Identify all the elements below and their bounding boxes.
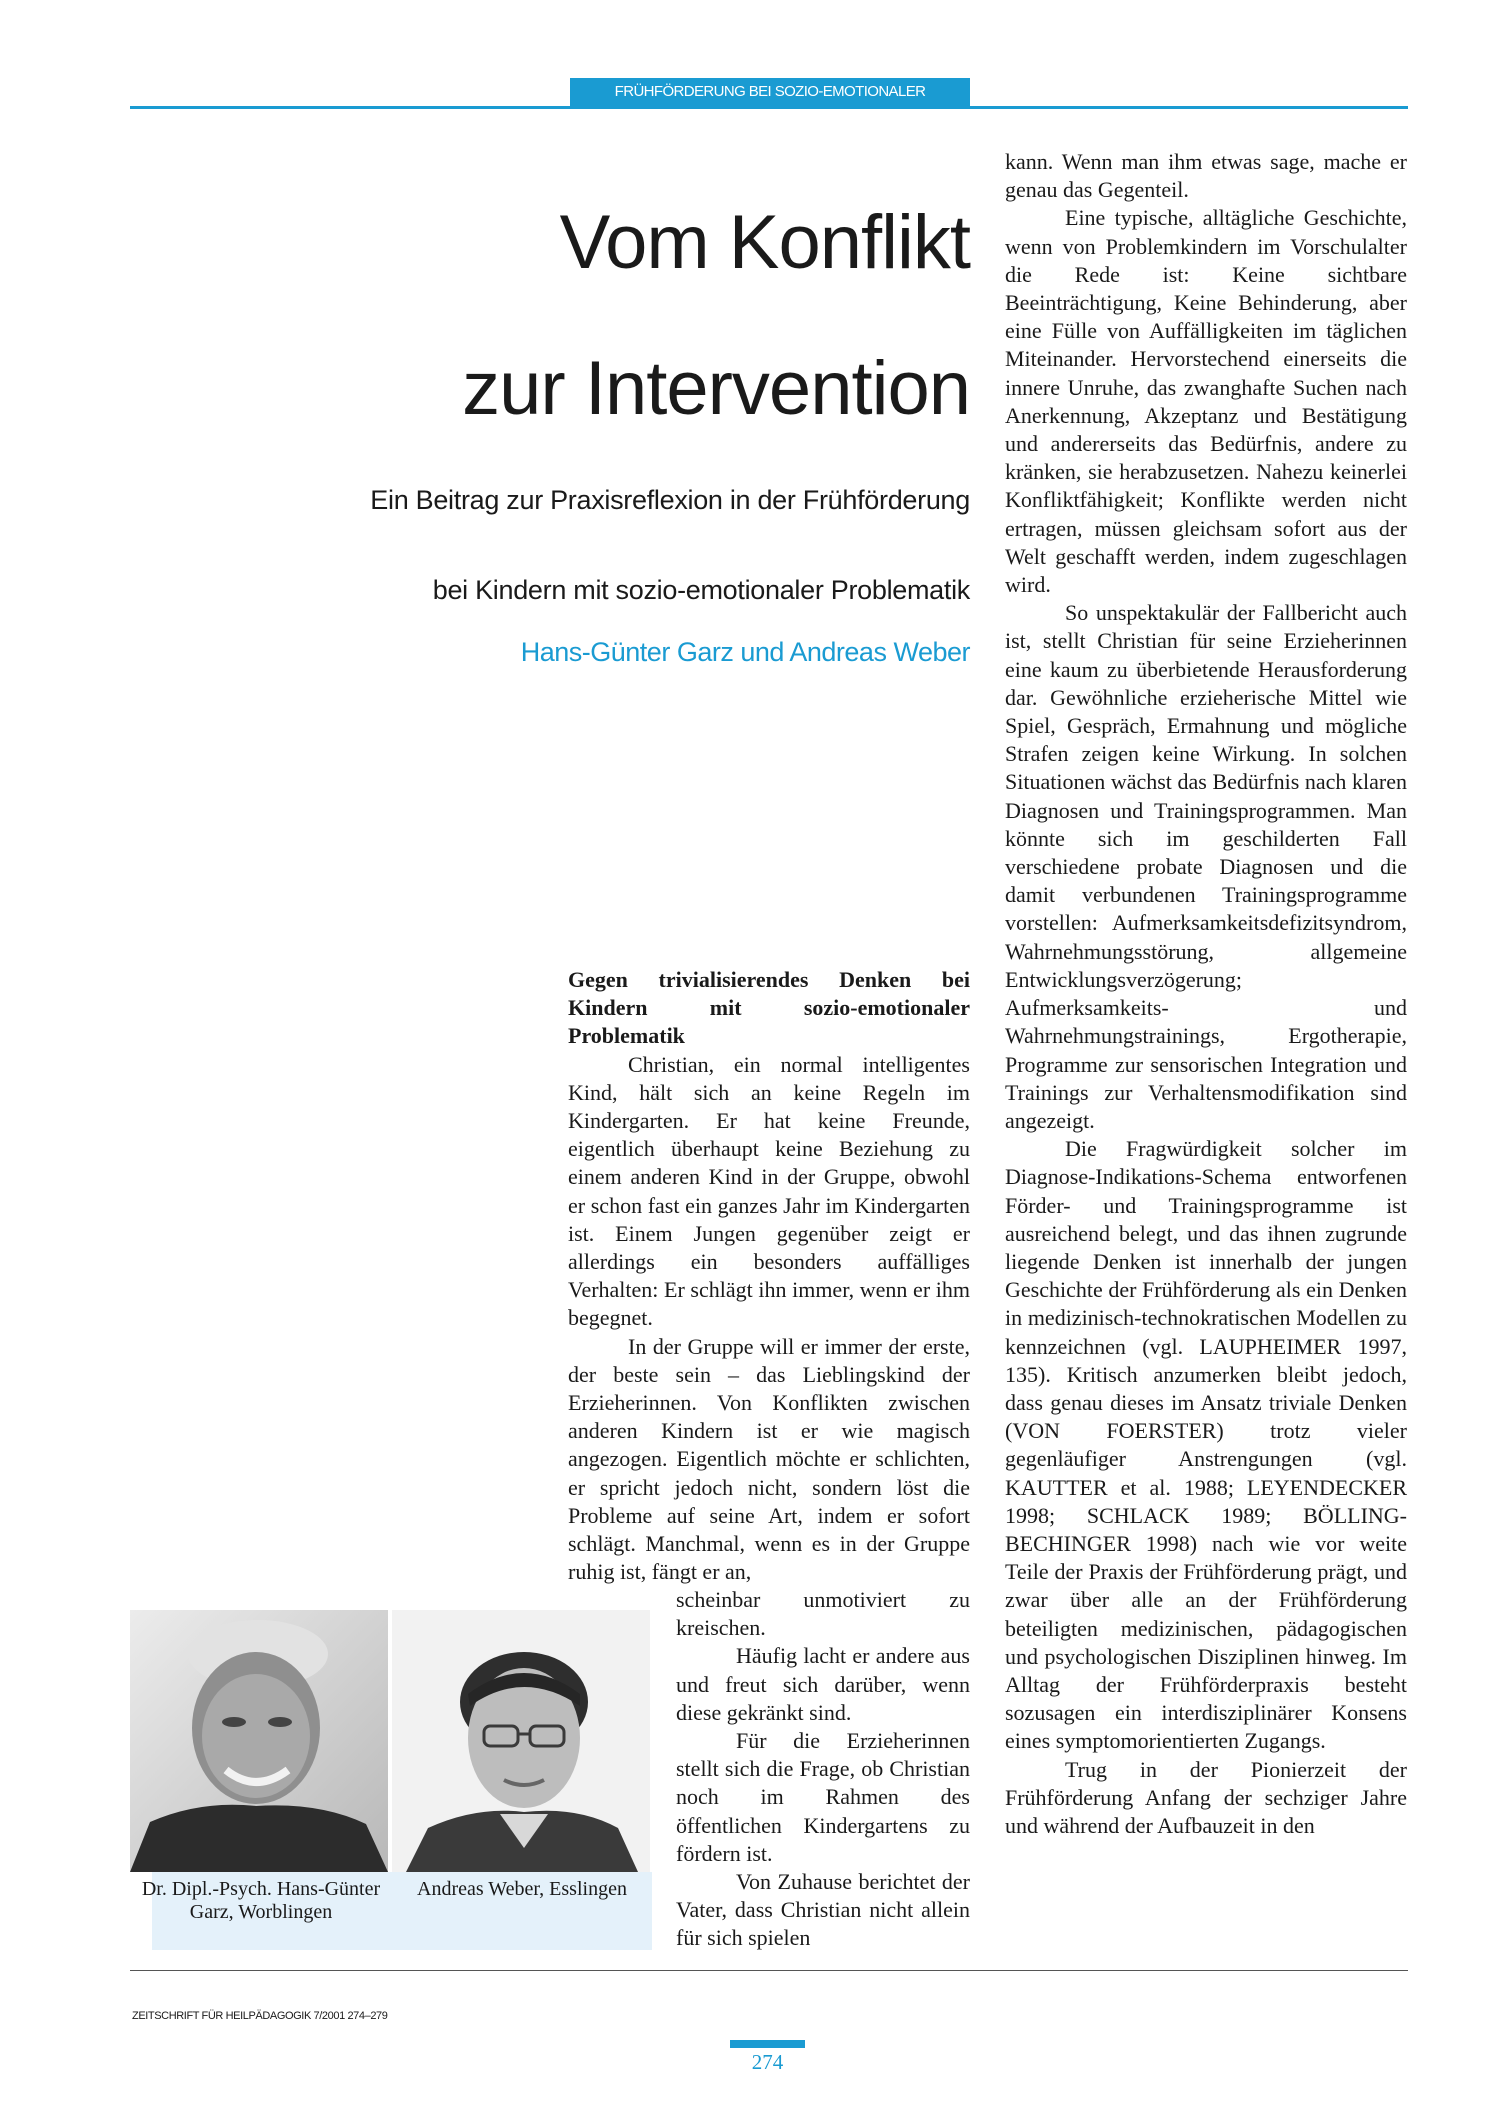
body-paragraph: Trug in der Pionierzeit der Frühförderung Anfang der sechziger Jahre und während der Aufbauzeit in den: [1005, 1756, 1407, 1838]
journal-reference: ZEITSCHRIFT FÜR HEILPÄDAGOGIK 7/2001 274–279: [132, 2010, 388, 2022]
body-column-middle-bottom: [676, 1586, 970, 1953]
photo-caption-garz: Dr. Dipl.-Psych. Hans-Günter Garz, Worblingen: [141, 1878, 381, 1923]
body-paragraph: Von Zuhause berichtet der Vater, dass Christian nicht allein für sich spielen: [676, 1869, 970, 1951]
running-header: FRÜHFÖRDERUNG BEI SOZIO-EMOTIONALER PROBLEMATIK: [570, 78, 970, 106]
article-title: [300, 170, 970, 462]
page-number: 274: [751, 2050, 784, 2074]
body-paragraph: So unspektakulär der Fallbericht auch ist, stellt Christian für seine Erzieherinnen eine kaum zu überbietende Herausforderung dar. Gewöhnliche erzieherische Mittel wie Spiel, Gespräch, Ermahnung und mögliche Strafen zeigen keine Wirkung. In solchen Situationen wächst das Bedürfnis nach klaren Diagnosen und Trainingsprogrammen. Man könnte sich im geschilderten Fall verschiedene probate Diagnosen und die damit verbundenen Trainingsprogramme vorstellen: Aufmerksamkeitsdefizitsyndrom, Wahrnehmungsstörung, allgemeine Entwicklungsverzögerung; Aufmerksamkeits- und Wahrnehmungstrainings, Ergotherapie, Programme zur sensorischen Integration und Trainings zur Verhaltensmodifikation sind angezeigt.: [1005, 600, 1407, 1133]
subtitle-line-2: bei Kindern mit sozio-emotionaler Problematik: [432, 575, 970, 605]
author-photo-weber: [392, 1610, 650, 1872]
page-number-tab: [730, 2040, 805, 2048]
body-paragraph: kann. Wenn man ihm etwas sage, mache er genau das Gegenteil.: [1005, 149, 1407, 203]
body-paragraph: Häufig lacht er andere aus und freut sich darüber, wenn diese gekränkt sind.: [676, 1643, 970, 1725]
body-paragraph: Für die Erzieherinnen stellt sich die Frage, ob Christian noch im Rahmen des öffentlichen Kindergartens zu fördern ist.: [676, 1728, 970, 1866]
photo-caption-weber: Andreas Weber, Esslingen: [417, 1878, 627, 1900]
body-paragraph: Eine typische, alltägliche Geschichte, wenn von Problemkindern im Vorschulalter die Rede ist: Keine sichtbare Beeinträchtigung, Keine Behinderung, aber eine Fülle von Auffälligkeiten im täglichen Miteinander. Hervorstechend einerseits die innere Unruhe, das zwanghafte Suchen nach Anerkennung, Akzeptanz und Bestätigung und andererseits das Bedürfnis, andere zu kränken, sie herabzusetzen. Nahezu keinerlei Konfliktfähigkeit; Konflikte werden nicht ertragen, müssen gleichsam sofort aus der Welt geschafft werden, indem zugeschlagen wird.: [1005, 205, 1407, 598]
body-column-middle-top: [568, 966, 970, 1586]
article-authors: Hans-Günter Garz und Andreas Weber: [520, 637, 970, 667]
author-photos: [130, 1610, 652, 1950]
subtitle-line-1: Ein Beitrag zur Praxisreflexion in der Frühförderung: [370, 485, 970, 515]
body-paragraph: Christian, ein normal intelligentes Kind, hält sich an keine Regeln im Kindergarten. Er hat keine Freunde, eigentlich überhaupt keine Beziehung zu einem anderen Kind in der Gruppe, obwohl er schon fast ein ganzes Jahr im Kindergarten ist. Einem Jungen gegenüber zeigt er allerdings ein besonders auffälliges Verhalten: Er schlägt ihn immer, wenn er ihm begegnet.: [568, 1051, 970, 1331]
footer-rule: [130, 1970, 1408, 1971]
title-line-2: zur Intervention: [462, 346, 970, 431]
body-column-right: [1005, 148, 1407, 1840]
section-heading: Gegen trivialisierendes Denken bei Kindern mit sozio-emotionaler Problematik: [568, 967, 970, 1049]
author-photo-garz: [130, 1610, 388, 1872]
article-subtitle: [300, 455, 970, 635]
header-rule: [130, 106, 1408, 109]
portrait-weber-image: [392, 1610, 650, 1872]
body-paragraph: In der Gruppe will er immer der erste, der beste sein – das Lieblingskind der Erzieherinnen. Von Konflikten zwischen anderen Kindern ist er wie magisch angezogen. Eigentlich möchte er schlichten, er spricht jedoch nicht, sondern löst die Probleme auf seine Art, indem er sofort schlägt. Manchmal, wenn es in der Gruppe ruhig ist, fängt er an,: [568, 1333, 970, 1585]
title-line-1: Vom Konflikt: [559, 200, 970, 285]
body-paragraph: Die Fragwürdigkeit solcher im Diagnose-Indikations-Schema entworfenen Förder- und Trainingsprogramme ist ausreichend belegt, und das ihnen zugrunde liegende Denken ist innerhalb der jungen Geschichte der Frühförderung als ein Denken in medizinisch-technokratischen Modellen zu kennzeichnen (vgl. LAUPHEIMER 1997, 135). Kritisch anzumerken bleibt jedoch, dass genau dieses im Ansatz triviale Denken (VON FOERSTER) trotz vieler gegenläufiger Anstrengungen (vgl. KAUTTER et al. 1988; LEYENDECKER 1998; SCHLACK 1989; BÖLLING-BECHINGER 1998) nach wie vor weite Teile der Praxis der Frühförderung prägt, und zwar über alle an der Frühförderung beteiligten medizinischen, pädagogischen und psychologischen Disziplinen hinweg. Im Alltag der Frühförderpraxis besteht sozusagen ein interdisziplinärer Konsens eines symptomorientierten Zugangs.: [1005, 1136, 1407, 1754]
body-paragraph: scheinbar unmotiviert zu kreischen.: [676, 1587, 970, 1641]
portrait-garz-image: [130, 1610, 388, 1872]
